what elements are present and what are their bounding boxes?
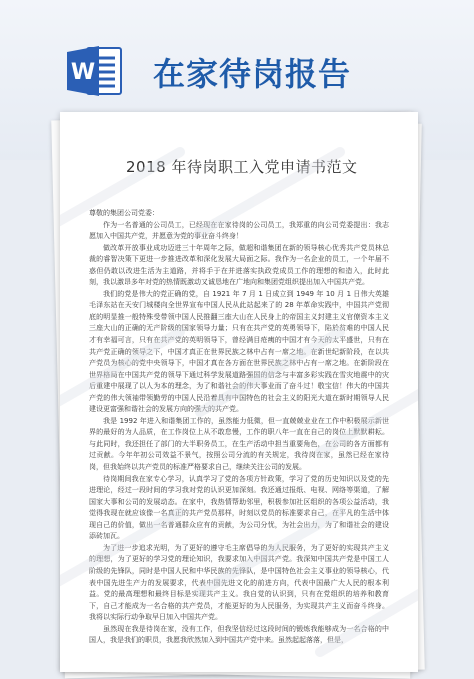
document-page (60, 112, 418, 672)
document-title: 2018 年待岗职工入党申请书范文 (126, 158, 358, 176)
word-document-icon (65, 44, 123, 98)
document-paragraph: 虽然现在我是待岗在家，没有工作，但我坚信经过这段时间的锻炼我能够成为一名合格的中国人，我是我们的职员，我愿我欣然加入到中国共产党中来。虽然起起落落，但是， (89, 624, 389, 645)
document-paragraph: 我是 1992 年进入和谐集团工作的，虽然能力低微，但一直兢兢业业在工作中积极展示新世界的最好的为人品质，在工作岗位上从不敢怠慢，工作的职八年一直在自己的岗位上默默耕耘。与此同时，我还担任了部门的大半职务员工，在生产活动中担当重要角色，在公司的各方面都有过贡献。今年年初公司效益不景气，按照公司分流的有关规定，我待岗在家，虽然已经在家待岗，但我始终以共产党员的标准严格要求自己，继续关注公司的发展。 (89, 416, 389, 472)
document-paragraph: 我们的党是伟大的党正确的党，自 1921 年 7 月 1 日成立到 1949 年 10 月 1 日伟大英雄毛泽东站在天安门城楼向全世界宣布中国人民从此站起来了的 28 年革命实践中，中国共产党彻底的明显推一般特殊受带领中国人民推翻三座大山在人民身上的帝国主义封建主义官僚资本主义三座大山的正确的无产阶级的国家领导力量；只有在共产党的英勇领导下，陷於贫难的中国人民才有幸福可言，只有在共产党的英明领导下，曾经满目疮痍的中国才有今天的太平盛世，只有在共产党正确的领导之下，中国才真正在世界民族之林中占有一席之地。在新世纪新阶段，在以共产党员为核心的党中央领导下，中国才真在各方面在世界民族之林中占有一席之地。在新阶段在世界格局在中国共产党的领导下通过科学发展道路强国的信念与丰富多彩实践在雪灾地震中的灾后重建中展现了以人为本的理念，为了和谐社会的伟大事业而了奋斗过！敬宝信！伟大的中国共产党的伟大领袖带领勤劳的中国人民沿着具有中国特色的社会主义的阳光大道在新时期领导人民建设更富强和谐社会的发展方向的强大的共产党。 (89, 289, 389, 414)
word-logo-letter: W (70, 60, 96, 85)
document-paragraph: 做改革开放事业成功迈进三十年周年之际，做超和谐集团在新的领导核心优秀共产党员林总裁的睿智决策下更进一步推进改革和深化发展大局面之际。我作为一名企业的员工，一个年届不惑但仍敢以改进生活为主道路，并将手于在并进落实执政党成员工作的理想的和造入，此时此刻，我以激昂多年对党的热情既激动又诚恳地在广地向和集团党组织提出加入中国共产党。 (89, 243, 389, 287)
document-paragraph: 作为一名普通的公司员工，已经现在在家待岗的公司员工，我郑重的向公司党委提出：我志愿加入中国共产党，并愿意为党的事业奋斗终身！ (89, 220, 389, 241)
document-paragraph: 待岗期间我在家专心学习，认真学习了党的各项方针政策，学习了党的历史知识以及党的先进理论，经过一段时间的学习我对党的认识更加深刻。我还通过报纸、电视、网络等渠道，了解国家大事和公司的发展动态。在家中，我热情帮助邻里，积极参加社区组织的各项公益活动，我觉得我现在就应该像一名真正的共产党员那样，时刻以党员的标准要求自己，在平凡的生活中体现自己的价值，做出一名普通群众应有的贡献，为公司分忧，为社会出力，为了和谐社会的建设添砖加瓦。 (89, 474, 389, 541)
document-body (89, 208, 389, 647)
document-paragraph: 为了进一步追求光明，为了更好的遵守毛主席倡导的为人民服务，为了更好的实现共产主义的理想，为了更好的学习党的理论知识，我要求加入中国共产党。我深知中国共产党是中国工人阶级的先锋队，同时是中国人民和中华民族的先锋队，是中国特色社会主义事业的领导核心，代表中国先进生产力的发展要求，代表中国先进文化的前进方向，代表中国最广大人民的根本利益。党的最高理想和最终目标是实现共产主义。我自觉的认识到，只有在党组织的培养和教育下，自己才能成为一名合格的共产党员，才能更好的为人民服务，为实现共产主义而奋斗终身。我将以实际行动争取早日加入中国共产党。 (89, 543, 389, 622)
document-salutation: 尊敬的集团公司党委： (89, 209, 159, 217)
banner-title: 在家待岗报告 (153, 55, 352, 93)
